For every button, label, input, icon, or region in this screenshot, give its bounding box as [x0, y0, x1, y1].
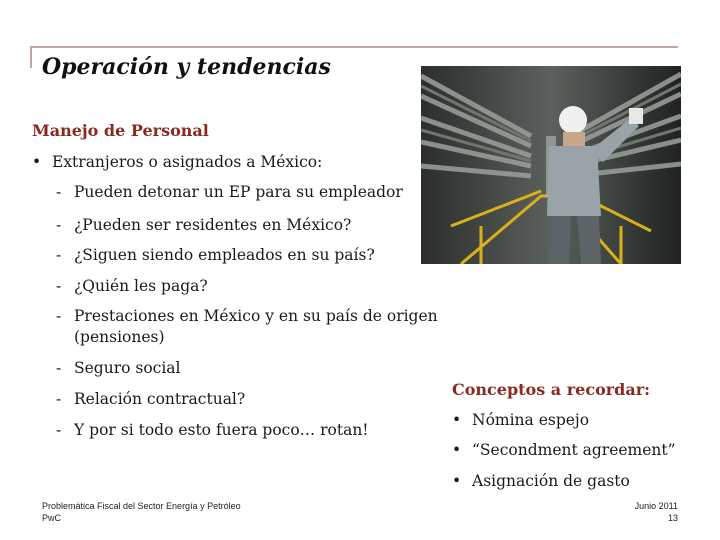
main-bullet	[32, 153, 322, 171]
sub-item	[56, 182, 403, 203]
main-bullet-text: Extranjeros o asignados a México:	[52, 153, 323, 171]
footer-document-title: Problemática Fiscal del Sector Energía y Petróleo	[42, 501, 241, 511]
sub-item	[56, 215, 351, 236]
sub-item	[56, 276, 208, 297]
dash-glyph: -	[56, 246, 62, 264]
sub-item	[56, 358, 181, 379]
sub-item	[56, 389, 245, 410]
concept-text: Asignación de gasto	[472, 472, 630, 490]
footer-right	[635, 500, 678, 524]
sub-item-text: Prestaciones en México y en su país de origen	[74, 307, 438, 325]
bullet-glyph: •	[452, 411, 462, 429]
concepts-title: Conceptos a recordar:	[452, 380, 651, 399]
footer-page-number: 13	[667, 513, 678, 523]
bullet-glyph: •	[452, 441, 462, 459]
dash-glyph: -	[56, 277, 62, 295]
bullet-glyph: •	[452, 472, 462, 490]
sub-item	[56, 306, 438, 348]
title-frame-tick	[30, 46, 32, 68]
sub-item-text: Y por si todo esto fuera poco… rotan!	[74, 421, 369, 439]
section-title-personal: Manejo de Personal	[32, 121, 209, 140]
sub-item-text: ¿Pueden ser residentes en México?	[74, 216, 352, 234]
dash-glyph: -	[56, 390, 62, 408]
concept-item	[452, 411, 589, 429]
dash-glyph: -	[56, 421, 62, 439]
concept-item	[452, 472, 630, 490]
dash-glyph: -	[56, 183, 62, 201]
slide-title: Operación y tendencias	[42, 54, 331, 80]
sub-item-text: Pueden detonar un EP para su empleador	[74, 183, 403, 201]
sub-item-text-continued: (pensiones)	[74, 328, 165, 346]
footer-company: PwC	[42, 513, 62, 523]
footer-date: Junio 2011	[634, 501, 678, 511]
tunnel-worker-photo	[421, 66, 681, 264]
dash-glyph: -	[56, 359, 62, 377]
sub-item-text: Seguro social	[74, 359, 181, 377]
sub-item-text: ¿Siguen siendo empleados en su país?	[74, 246, 375, 264]
sub-item	[56, 420, 369, 441]
sub-item	[56, 245, 375, 266]
footer-left	[42, 500, 241, 524]
title-frame-line	[30, 46, 678, 48]
sub-item-text: ¿Quién les paga?	[74, 277, 208, 295]
concept-text: Nómina espejo	[472, 411, 590, 429]
dash-glyph: -	[56, 216, 62, 234]
bullet-glyph: •	[32, 153, 42, 171]
concept-text: “Secondment agreement”	[472, 441, 676, 459]
sub-item-text: Relación contractual?	[74, 390, 246, 408]
concept-item	[452, 441, 676, 459]
dash-glyph: -	[56, 307, 62, 325]
